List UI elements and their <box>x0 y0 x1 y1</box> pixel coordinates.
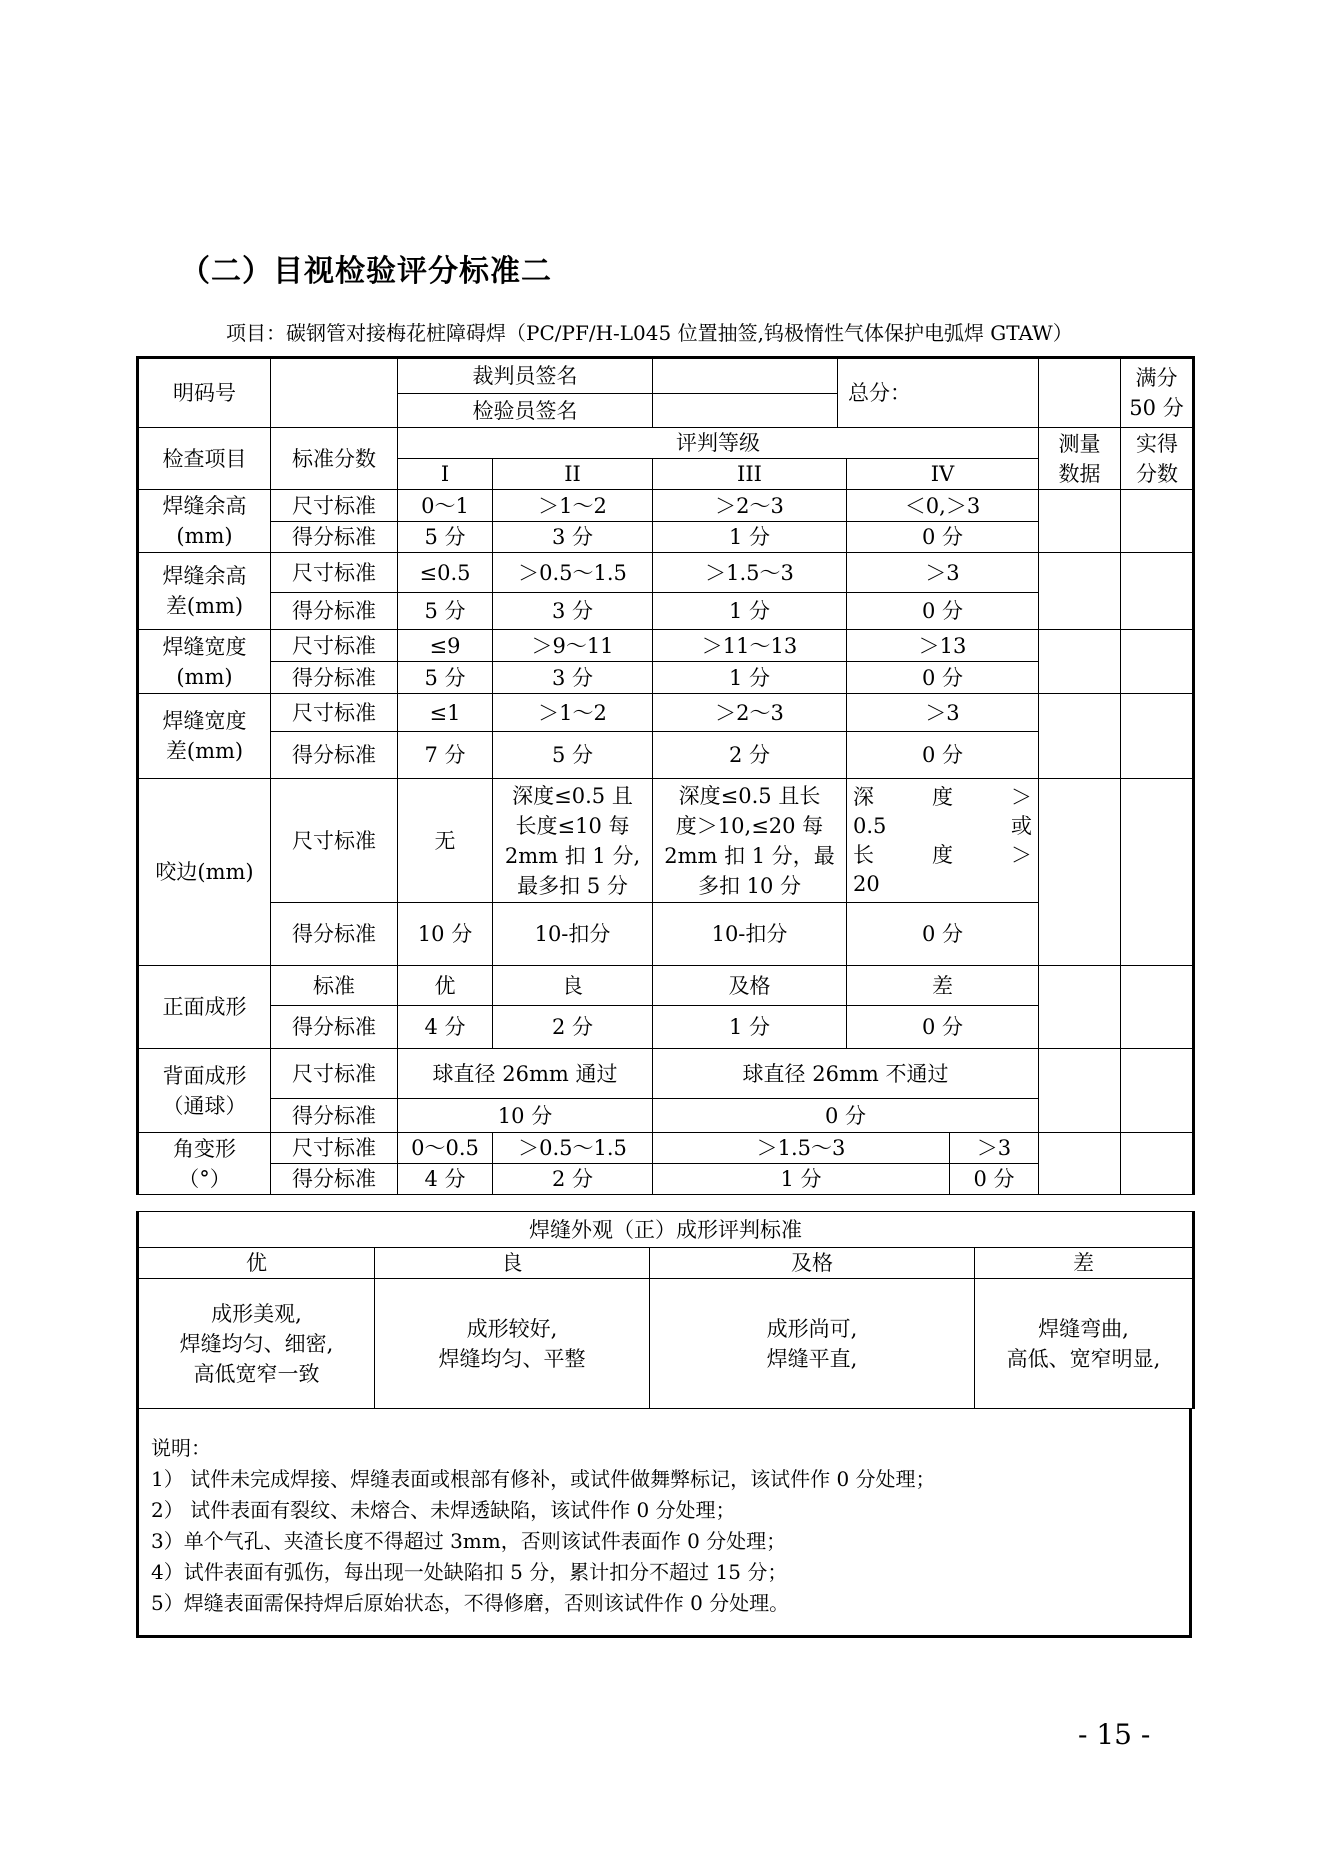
dim-value: 差 <box>847 966 1039 1006</box>
score-value: 4 分 <box>398 1164 493 1195</box>
dim-value: 球直径 26mm 不通过 <box>653 1049 1039 1099</box>
dim-value: ＞0.5～1.5 <box>493 553 653 593</box>
score-label: 得分标准 <box>271 1006 398 1049</box>
dim-label: 尺寸标准 <box>271 553 398 593</box>
dim-value: ＞0.5～1.5 <box>493 1133 653 1164</box>
measure-label: 测量 数据 <box>1039 428 1121 490</box>
std-score-label: 标准分数 <box>271 428 398 490</box>
notes <box>138 1409 1191 1637</box>
page-title: （二）目视检验评分标准二 <box>180 254 552 289</box>
score-value: 0 分 <box>847 903 1039 966</box>
measure-cell[interactable] <box>1039 779 1121 966</box>
score-value: 0 分 <box>847 522 1039 553</box>
actual-label: 实得 分数 <box>1121 428 1194 490</box>
notes-label: 说明： <box>151 1436 211 1460</box>
score-value: 7 分 <box>398 732 493 779</box>
actual-cell[interactable] <box>1121 779 1194 966</box>
score-value: 2 分 <box>653 732 847 779</box>
dim-value: ≤9 <box>398 630 493 662</box>
score-value: 0 分 <box>847 662 1039 694</box>
appearance-desc: 成形尚可, 焊缝平直, <box>650 1279 975 1409</box>
appearance-desc: 焊缝弯曲, 高低、宽窄明显, <box>975 1279 1194 1409</box>
measure-cell[interactable] <box>1039 630 1121 694</box>
inspector-signature[interactable] <box>653 394 838 428</box>
dim-value: ＞11～13 <box>653 630 847 662</box>
score-value: 5 分 <box>493 732 653 779</box>
dim-label: 尺寸标准 <box>271 490 398 522</box>
dim-value: ＞3 <box>847 694 1039 732</box>
score-value: 2 分 <box>493 1164 653 1195</box>
score-value: 10-扣分 <box>653 903 847 966</box>
appearance-header: 及格 <box>650 1248 975 1279</box>
dim-value: ＞3 <box>950 1133 1039 1164</box>
referee-signature[interactable] <box>653 358 838 394</box>
actual-cell[interactable] <box>1121 694 1194 779</box>
dim-label: 标准 <box>271 966 398 1006</box>
dim-value: ≤0.5 <box>398 553 493 593</box>
dim-label: 尺寸标准 <box>271 1049 398 1099</box>
page-number: - 15 - <box>1078 1718 1151 1751</box>
project-line: 项目：碳钢管对接梅花桩障碍焊（PC/PF/H-L045 位置抽签,钨极惰性气体保护电弧焊 GTAW） <box>226 321 1073 345</box>
dim-value: ＜0,＞3 <box>847 490 1039 522</box>
score-value: 4 分 <box>398 1006 493 1049</box>
note-item: 4）试件表面有弧伤，每出现一处缺陷扣 5 分，累计扣分不超过 15 分； <box>151 1560 788 1584</box>
appearance-desc: 成形美观, 焊缝均匀、细密, 高低宽窄一致 <box>138 1279 375 1409</box>
score-value: 5 分 <box>398 662 493 694</box>
appearance-desc: 成形较好, 焊缝均匀、平整 <box>375 1279 650 1409</box>
actual-cell[interactable] <box>1121 553 1194 630</box>
measure-cell[interactable] <box>1039 694 1121 779</box>
dim-label: 尺寸标准 <box>271 694 398 732</box>
appearance-header: 良 <box>375 1248 650 1279</box>
score-value: 1 分 <box>653 593 847 630</box>
dim-value: 深度≤0.5 且长 度＞10,≤20 每 2mm 扣 1 分，最 多扣 10 分 <box>653 779 847 903</box>
score-value: 3 分 <box>493 662 653 694</box>
score-value: 0 分 <box>653 1099 1039 1133</box>
actual-cell[interactable] <box>1121 1049 1194 1133</box>
dim-label: 尺寸标准 <box>271 630 398 662</box>
appearance-header: 优 <box>138 1248 375 1279</box>
dim-value: 0～1 <box>398 490 493 522</box>
score-value: 0 分 <box>847 1006 1039 1049</box>
grade-3: III <box>653 459 847 490</box>
item-name: 咬边(mm) <box>138 779 271 966</box>
note-item: 1） 试件未完成焊接、焊缝表面或根部有修补，或试件做舞弊标记，该试件作 0 分处理； <box>151 1467 936 1491</box>
score-value: 5 分 <box>398 522 493 553</box>
dim-value: 优 <box>398 966 493 1006</box>
score-value: 0 分 <box>847 732 1039 779</box>
score-value: 3 分 <box>493 593 653 630</box>
appearance-header: 差 <box>975 1248 1194 1279</box>
referee-label: 裁判员签名 <box>398 358 653 394</box>
measure-cell[interactable] <box>1039 1049 1121 1133</box>
score-value: 1 分 <box>653 1164 950 1195</box>
item-label: 检查项目 <box>138 428 271 490</box>
appearance-title: 焊缝外观（正）成形评判标准 <box>138 1212 1194 1248</box>
score-value: 10 分 <box>398 1099 653 1133</box>
note-item: 3）单个气孔、夹渣长度不得超过 3mm，否则该试件表面作 0 分处理； <box>151 1529 787 1553</box>
measure-cell[interactable] <box>1039 490 1121 553</box>
item-name: 焊缝余高 (mm) <box>138 490 271 553</box>
actual-cell[interactable] <box>1121 966 1194 1049</box>
score-value: 10 分 <box>398 903 493 966</box>
dim-value: ＞1～2 <box>493 490 653 522</box>
total-label: 总分： <box>838 358 1039 428</box>
dim-value: 无 <box>398 779 493 903</box>
dim-value: 深 度 ＞ 0.5 或 长 度 ＞ 20 <box>847 779 1039 903</box>
score-value: 1 分 <box>653 522 847 553</box>
grade-2: II <box>493 459 653 490</box>
score-value: 3 分 <box>493 522 653 553</box>
actual-cell[interactable] <box>1121 630 1194 694</box>
dim-value: ＞9～11 <box>493 630 653 662</box>
note-item: 2） 试件表面有裂纹、未熔合、未焊透缺陷，该试件作 0 分处理； <box>151 1498 736 1522</box>
appearance-table <box>136 1211 1195 1409</box>
dim-value: ＞3 <box>847 553 1039 593</box>
score-label: 得分标准 <box>271 1164 398 1195</box>
dim-label: 尺寸标准 <box>271 1133 398 1164</box>
item-name: 正面成形 <box>138 966 271 1049</box>
score-label: 得分标准 <box>271 732 398 779</box>
score-value: 2 分 <box>493 1006 653 1049</box>
item-name: 角变形 （°） <box>138 1133 271 1195</box>
dim-value: ＞1.5～3 <box>653 1133 950 1164</box>
item-name: 背面成形 （通球） <box>138 1049 271 1133</box>
score-value: 1 分 <box>653 662 847 694</box>
dim-value: ＞2～3 <box>653 694 847 732</box>
dim-value: 球直径 26mm 通过 <box>398 1049 653 1099</box>
total-value[interactable] <box>1039 358 1121 428</box>
measure-cell[interactable] <box>1039 1133 1121 1195</box>
full-score: 满分 50 分 <box>1121 358 1194 428</box>
dim-value: 良 <box>493 966 653 1006</box>
score-value: 0 分 <box>950 1164 1039 1195</box>
measure-cell[interactable] <box>1039 966 1121 1049</box>
grade-4: IV <box>847 459 1039 490</box>
dim-value: ＞13 <box>847 630 1039 662</box>
score-label: 得分标准 <box>271 1099 398 1133</box>
inspector-label: 检验员签名 <box>398 394 653 428</box>
actual-cell[interactable] <box>1121 490 1194 553</box>
dim-value: ＞2～3 <box>653 490 847 522</box>
dim-value: ＞1.5～3 <box>653 553 847 593</box>
grade-1: I <box>398 459 493 490</box>
notes-table <box>136 1408 1192 1638</box>
score-value: 0 分 <box>847 593 1039 630</box>
grade-label: 评判等级 <box>398 428 1039 459</box>
score-value: 1 分 <box>653 1006 847 1049</box>
score-label: 得分标准 <box>271 903 398 966</box>
score-label: 得分标准 <box>271 662 398 694</box>
dim-label: 尺寸标准 <box>271 779 398 903</box>
score-value: 5 分 <box>398 593 493 630</box>
item-name: 焊缝宽度 差(mm) <box>138 694 271 779</box>
item-name: 焊缝余高 差(mm) <box>138 553 271 630</box>
actual-cell[interactable] <box>1121 1133 1194 1195</box>
code-label: 明码号 <box>138 358 271 428</box>
note-item: 5）焊缝表面需保持焊后原始状态，不得修磨，否则该试件作 0 分处理。 <box>151 1591 790 1615</box>
score-label: 得分标准 <box>271 593 398 630</box>
scoring-table <box>136 356 1195 1195</box>
dim-value: ≤1 <box>398 694 493 732</box>
item-name: 焊缝宽度 (mm) <box>138 630 271 694</box>
code-value[interactable] <box>271 358 398 428</box>
score-value: 10-扣分 <box>493 903 653 966</box>
measure-cell[interactable] <box>1039 553 1121 630</box>
score-label: 得分标准 <box>271 522 398 553</box>
dim-value: 0～0.5 <box>398 1133 493 1164</box>
dim-value: ＞1～2 <box>493 694 653 732</box>
dim-value: 及格 <box>653 966 847 1006</box>
dim-value: 深度≤0.5 且 长度≤10 每 2mm 扣 1 分, 最多扣 5 分 <box>493 779 653 903</box>
